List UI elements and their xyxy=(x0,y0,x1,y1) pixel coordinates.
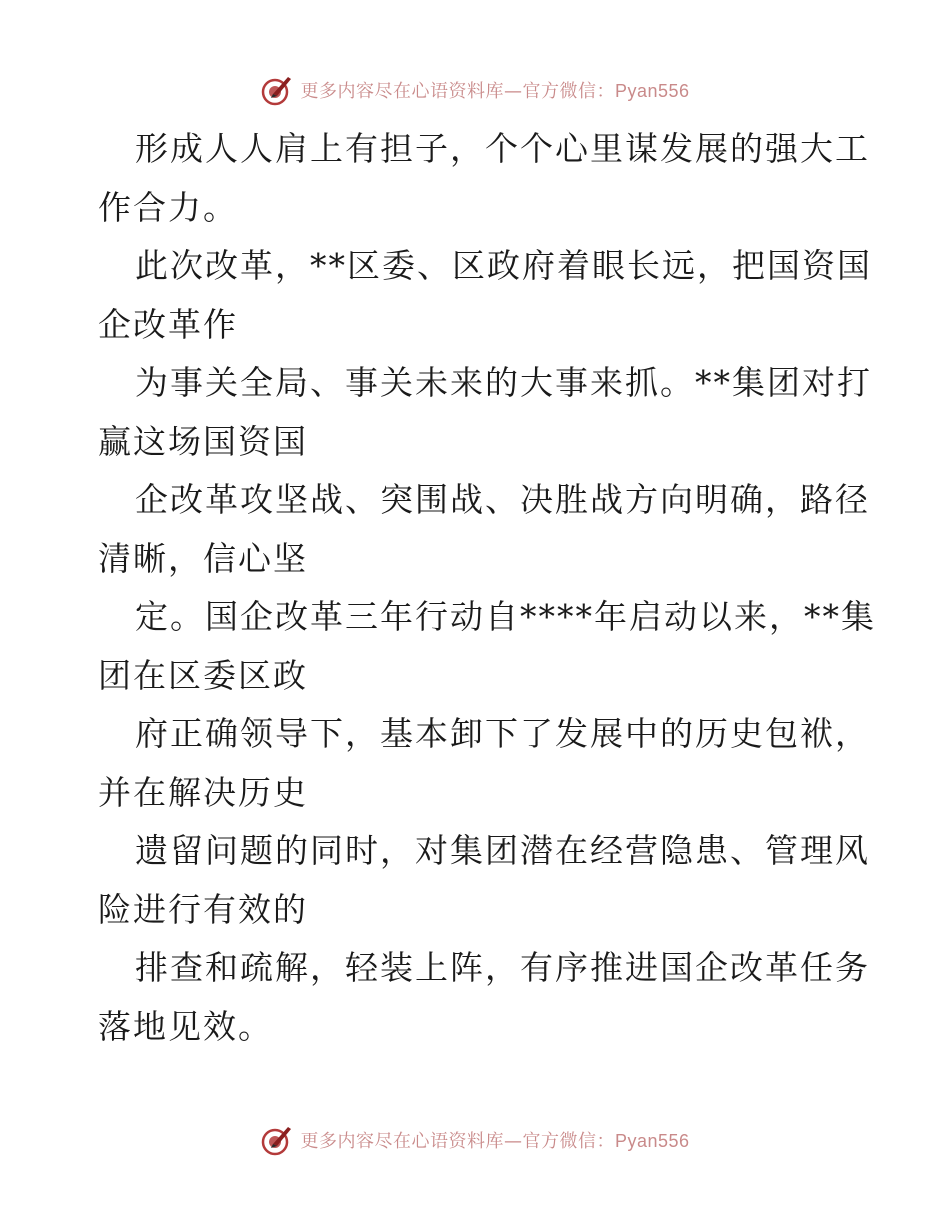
header-wechat-id: Pyan556 xyxy=(614,81,690,101)
header-banner-group xyxy=(260,73,689,107)
paragraph-line: 落地见效。 xyxy=(98,1006,273,1046)
footer-banner-group xyxy=(260,1123,689,1157)
paragraph-line: 遗留问题的同时，对集团潜在经营隐患、管理风 xyxy=(135,831,870,870)
paragraph-line: 企改革攻坚战、突围战、决胜战方向明确，路径 xyxy=(135,480,870,519)
header-banner-label: 更多内容尽在心语资料库—官方微信： xyxy=(300,81,615,102)
header-watermark-banner xyxy=(0,70,950,110)
footer-wechat-id: Pyan556 xyxy=(614,1131,690,1151)
document-body xyxy=(98,120,876,1056)
paragraph-line: 定。国企改革三年行动自****年启动以来，**集 xyxy=(135,597,876,636)
paragraph-line: 并在解决历史 xyxy=(98,772,308,812)
quill-seal-logo-icon xyxy=(260,73,294,107)
paragraph-line: 此次改革，**区委、区政府着眼长远，把国资国 xyxy=(135,246,872,285)
paragraph-line: 险进行有效的 xyxy=(98,889,308,929)
paragraph-line: 清晰，信心坚 xyxy=(98,538,308,578)
paragraph-line: 为事关全局、事关未来的大事来抓。**集团对打 xyxy=(135,363,872,402)
quill-seal-logo-icon xyxy=(260,1123,294,1157)
footer-banner-text xyxy=(300,1127,689,1153)
paragraph-line: 企改革作 xyxy=(98,304,238,344)
paragraph-line: 赢这场国资国 xyxy=(98,421,308,461)
footer-watermark-banner xyxy=(0,1120,950,1160)
paragraph-line: 作合力。 xyxy=(98,187,238,227)
paragraph-line: 府正确领导下，基本卸下了发展中的历史包袱， xyxy=(135,714,870,753)
footer-banner-label: 更多内容尽在心语资料库—官方微信： xyxy=(300,1131,615,1152)
paragraph-line: 团在区委区政 xyxy=(98,655,308,695)
header-banner-text xyxy=(300,77,689,103)
paragraph-line: 排查和疏解，轻装上阵，有序推进国企改革任务 xyxy=(135,948,870,987)
paragraph-line: 形成人人肩上有担子，个个心里谋发展的强大工 xyxy=(135,129,870,168)
